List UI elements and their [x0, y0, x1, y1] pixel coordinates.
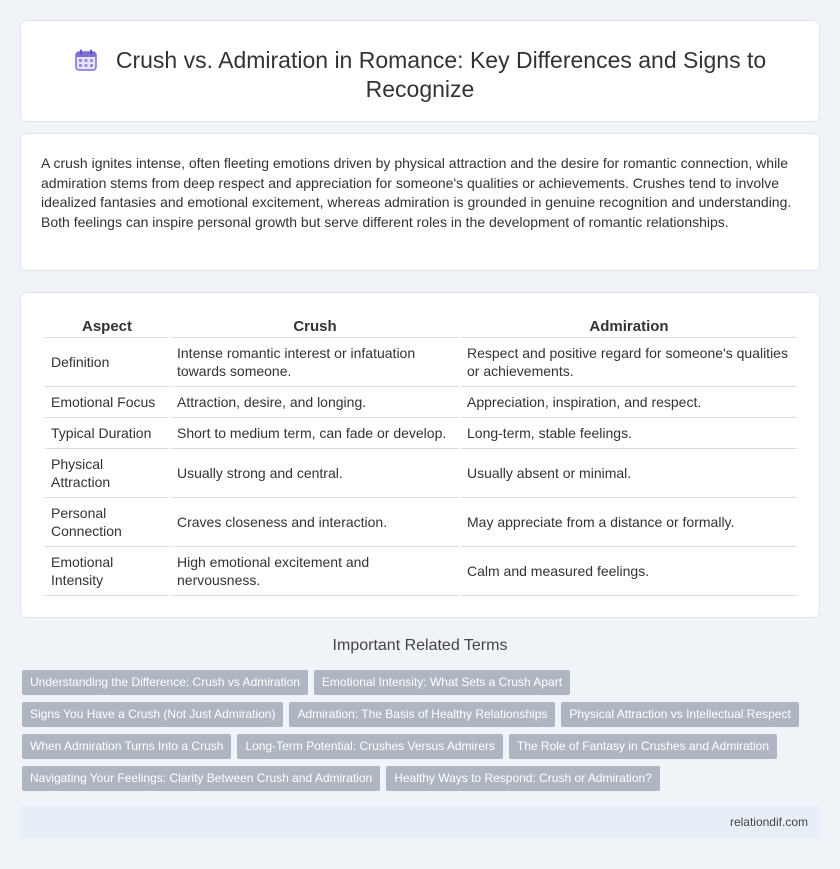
calendar-icon	[74, 48, 98, 72]
cell-admiration: Respect and positive regard for someone's qualities or achievements.	[461, 338, 797, 387]
related-term-link[interactable]: Signs You Have a Crush (Not Just Admiration)	[22, 702, 283, 727]
cell-admiration: May appreciate from a distance or formally.	[461, 498, 797, 547]
related-terms-row	[22, 670, 822, 702]
table-row	[45, 547, 797, 596]
header-aspect: Aspect	[45, 315, 169, 338]
table-header-row	[45, 315, 797, 338]
cell-aspect: Typical Duration	[45, 418, 169, 449]
header-admiration: Admiration	[461, 315, 797, 338]
intro-paragraph: A crush ignites intense, often fleeting emotions driven by physical attraction and the desire for romantic connection, while admiration stems from deep respect and appreciation for someone's qualities or achievements. Crushes tend to involve idealized fantasies and emotional excitement, whereas admiration is grounded in genuine recognition and understanding. Both feelings can inspire personal growth but serve different roles in the development of romantic relationships.	[41, 155, 792, 230]
related-term-link[interactable]: The Role of Fantasy in Crushes and Admiration	[509, 734, 777, 759]
cell-admiration: Long-term, stable feelings.	[461, 418, 797, 449]
table-row	[45, 449, 797, 498]
comparison-table-card	[20, 292, 820, 618]
footer	[20, 806, 820, 838]
related-term-link[interactable]: When Admiration Turns Into a Crush	[22, 734, 231, 759]
related-term-link[interactable]: Emotional Intensity: What Sets a Crush Apart	[314, 670, 570, 695]
cell-admiration: Usually absent or minimal.	[461, 449, 797, 498]
related-terms-row	[22, 734, 822, 766]
comparison-table	[43, 315, 799, 596]
cell-aspect: Personal Connection	[45, 498, 169, 547]
cell-crush: Short to medium term, can fade or develop.	[171, 418, 459, 449]
intro-card	[20, 133, 820, 271]
page-title-text: Crush vs. Admiration in Romance: Key Differences and Signs to Recognize	[115, 47, 767, 102]
related-terms-row	[22, 766, 822, 798]
table-row	[45, 338, 797, 387]
cell-aspect: Emotional Intensity	[45, 547, 169, 596]
cell-aspect: Physical Attraction	[45, 449, 169, 498]
cell-crush: High emotional excitement and nervousness.	[171, 547, 459, 596]
related-terms-row	[22, 702, 822, 734]
cell-crush: Attraction, desire, and longing.	[171, 387, 459, 418]
header-crush: Crush	[171, 315, 459, 338]
related-term-link[interactable]: Physical Attraction vs Intellectual Respect	[561, 702, 798, 727]
footer-site: relationdif.com	[729, 815, 808, 829]
header-card	[20, 20, 820, 122]
related-term-link[interactable]: Long-Term Potential: Crushes Versus Admirers	[237, 734, 502, 759]
cell-admiration: Appreciation, inspiration, and respect.	[461, 387, 797, 418]
table-row	[45, 387, 797, 418]
cell-aspect: Emotional Focus	[45, 387, 169, 418]
related-term-link[interactable]: Healthy Ways to Respond: Crush or Admiration?	[386, 766, 660, 791]
related-term-link[interactable]: Admiration: The Basis of Healthy Relationships	[289, 702, 555, 727]
table-row	[45, 498, 797, 547]
cell-crush: Intense romantic interest or infatuation towards someone.	[171, 338, 459, 387]
related-term-link[interactable]: Navigating Your Feelings: Clarity Between Crush and Admiration	[22, 766, 380, 791]
cell-crush: Usually strong and central.	[171, 449, 459, 498]
cell-crush: Craves closeness and interaction.	[171, 498, 459, 547]
related-terms-title: Important Related Terms	[332, 637, 508, 654]
related-term-link[interactable]: Understanding the Difference: Crush vs Admiration	[22, 670, 308, 695]
cell-aspect: Definition	[45, 338, 169, 387]
cell-admiration: Calm and measured feelings.	[461, 547, 797, 596]
table-row	[45, 418, 797, 449]
related-terms	[22, 670, 822, 798]
page-title	[21, 46, 819, 104]
